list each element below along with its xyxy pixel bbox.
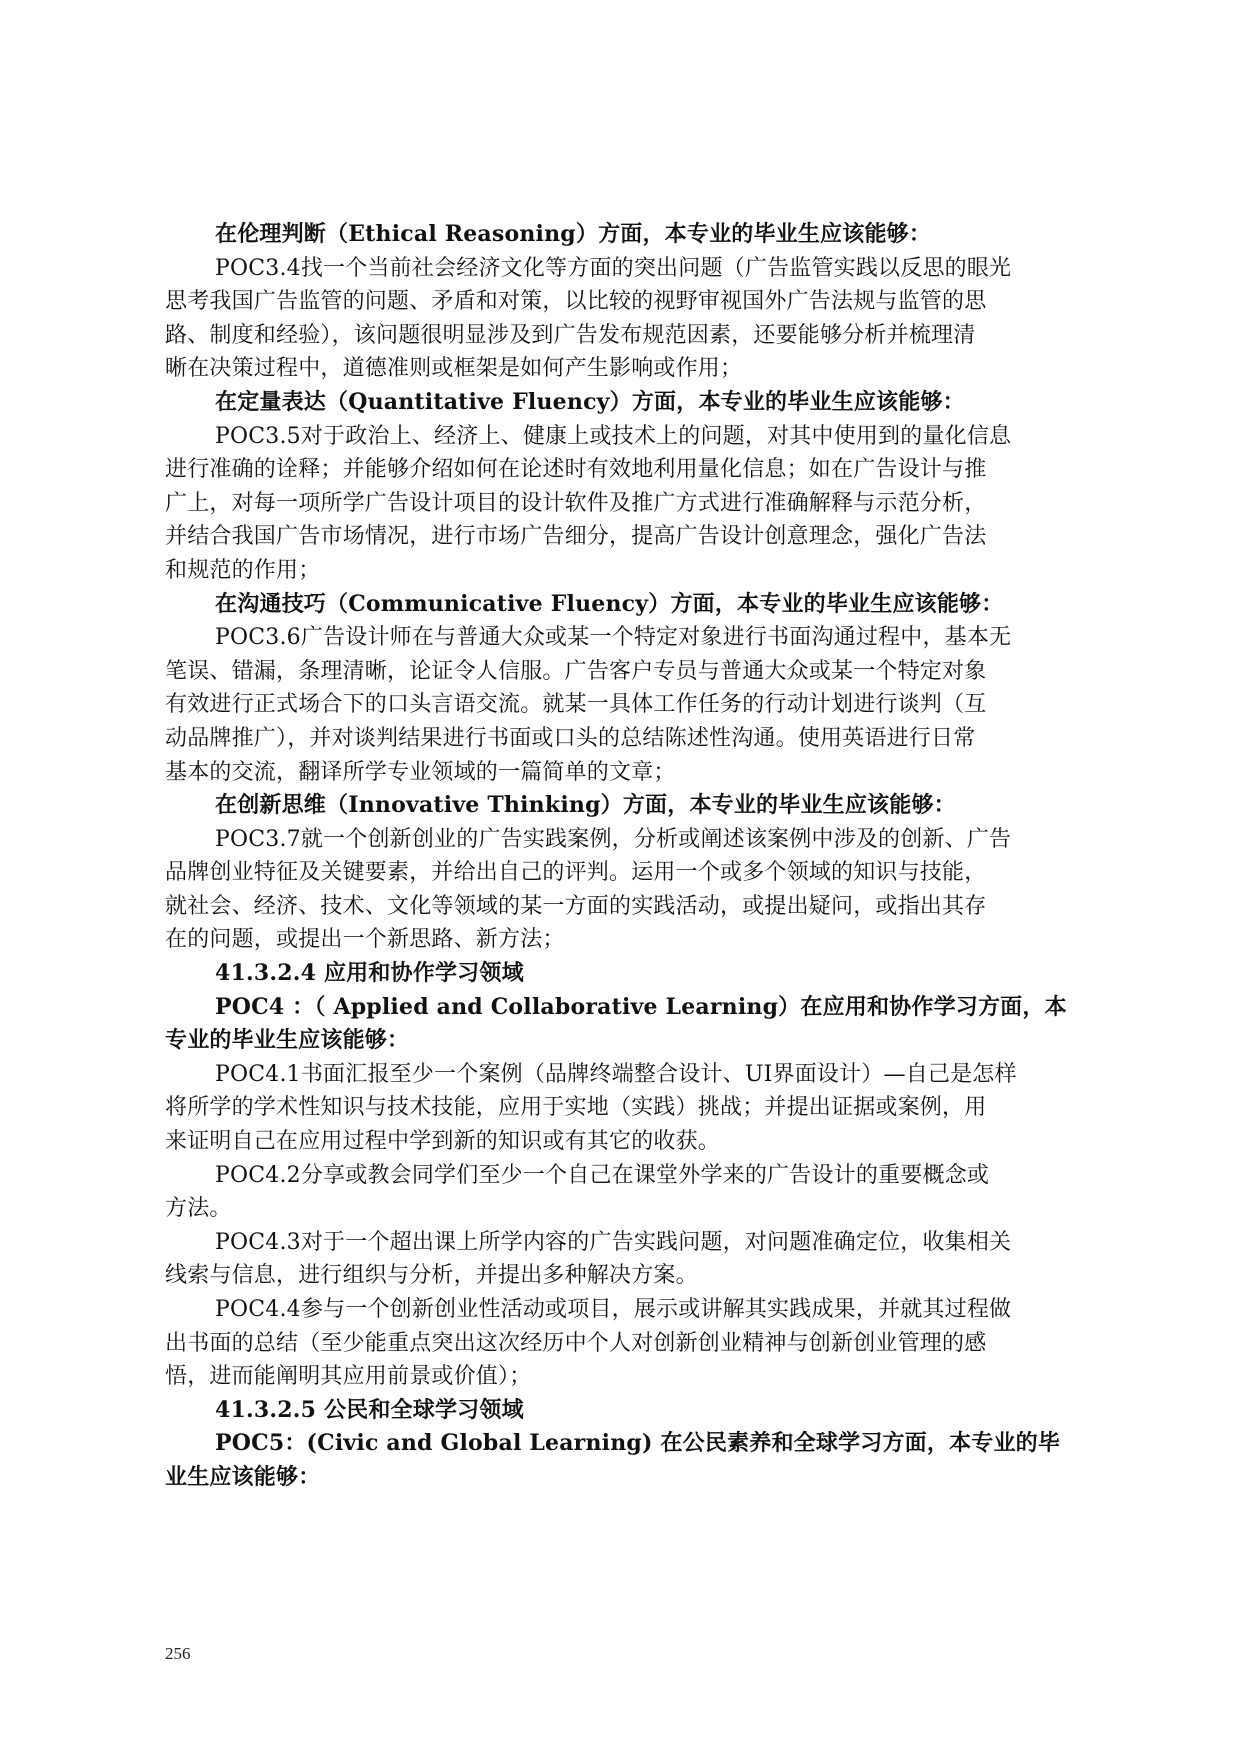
paragraph-line: 晰在决策过程中，道德准则或框架是如何产生影响或作用； [165, 356, 743, 382]
paragraph-line: 将所学的学术性知识与技术技能，应用于实地（实践）挑战；并提出证据或案例，用 [165, 1095, 987, 1121]
paragraph-line: 基本的交流，翻译所学专业领域的一篇简单的文章； [165, 759, 676, 785]
paragraph-line: 线索与信息，进行组织与分析，并提出多种解决方案。 [165, 1263, 698, 1289]
paragraph-line: POC4.3对于一个超出课上所学内容的广告实践问题，对问题准确定位，收集相关 [215, 1229, 1012, 1255]
paragraph-line: 进行准确的诠释；并能够介绍如何在论述时有效地利用量化信息；如在广告设计与推 [165, 457, 987, 483]
section-heading-line: 在伦理判断（Ethical Reasoning）方面，本专业的毕业生应该能够： [215, 221, 932, 247]
paragraph-line: POC4.2分享或教会同学们至少一个自己在课堂外学来的广告设计的重要概念或 [215, 1162, 990, 1188]
paragraph-line: 品牌创业特征及关键要素，并给出自己的评判。运用一个或多个领域的知识与技能， [165, 860, 987, 886]
paragraph-line: 广上，对每一项所学广告设计项目的设计软件及推广方式进行准确解释与示范分析， [165, 490, 987, 516]
paragraph-line: 和规范的作用； [165, 557, 321, 583]
section-heading-line: 业生应该能够： [165, 1463, 321, 1490]
paragraph-line: 思考我国广告监管的问题、矛盾和对策，以比较的视野审视国外广告法规与监管的思 [165, 289, 987, 315]
section-heading-line: 在定量表达（Quantitative Fluency）方面，本专业的毕业生应该能够： [215, 388, 965, 415]
paragraph-line: POC3.7就一个创新创业的广告实践案例，分析或阐述该案例中涉及的创新、广告 [215, 826, 1012, 852]
paragraph-line: 出书面的总结（至少能重点突出这次经历中个人对创新创业精神与创新创业管理的感 [165, 1330, 987, 1356]
section-heading-line: 专业的毕业生应该能够： [165, 1027, 410, 1054]
paragraph-line: POC3.6广告设计师在与普通大众或某一个特定对象进行书面沟通过程中，基本无 [215, 625, 1012, 651]
section-heading-line: 在沟通技巧（Communicative Fluency）方面，本专业的毕业生应该能够： [215, 590, 1004, 617]
paragraph-line: 动品牌推广），并对谈判结果进行书面或口头的总结陈述性沟通。使用英语进行日常 [165, 725, 976, 751]
document-lines [165, 218, 1080, 1495]
paragraph-line: 路、制度和经验），该问题很明显涉及到广告发布规范因素，还要能够分析并梳理清 [165, 322, 976, 348]
paragraph-line: POC4.1书面汇报至少一个案例（品牌终端整合设计、UI界面设计）—自己是怎样 [215, 1061, 1017, 1087]
paragraph-line: POC3.5对于政治上、经济上、健康上或技术上的问题，对其中使用到的量化信息 [215, 423, 1012, 449]
paragraph-line: 方法。 [165, 1196, 232, 1222]
page-number: 256 [165, 1644, 191, 1663]
paragraph-line: 有效进行正式场合下的口头言语交流。就某一具体工作任务的行动计划进行谈判（互 [165, 692, 987, 718]
section-heading-line: POC5：(Civic and Global Learning) 在公民素养和全球学习方面，本专业的毕 [215, 1430, 1061, 1457]
section-heading-line: 41.3.2.4 应用和协作学习领域 [215, 960, 524, 987]
paragraph-line: 来证明自己在应用过程中学到新的知识或有其它的收获。 [165, 1129, 721, 1155]
document-body [165, 218, 1080, 1495]
section-heading-line: 41.3.2.5 公民和全球学习领域 [215, 1396, 524, 1423]
paragraph-line: 悟，进而能阐明其应用前景或价值）； [165, 1364, 532, 1390]
paragraph-line: 并结合我国广告市场情况，进行市场广告细分，提高广告设计创意理念，强化广告法 [165, 524, 987, 550]
paragraph-line: 笔误、错漏，条理清晰，论证令人信服。广告客户专员与普通大众或某一个特定对象 [165, 658, 987, 684]
paragraph-line: POC3.4找一个当前社会经济文化等方面的突出问题（广告监管实践以反思的眼光 [215, 255, 1012, 281]
paragraph-line: POC4.4参与一个创新创业性活动或项目，展示或讲解其实践成果，并就其过程做 [215, 1297, 1012, 1322]
section-heading-line: 在创新思维（Innovative Thinking）方面，本专业的毕业生应该能够： [215, 792, 956, 819]
paragraph-line: 在的问题，或提出一个新思路、新方法； [165, 927, 565, 953]
section-heading-line: POC4 ：（ Applied and Collaborative Learning）在应用和协作学习方面，本 [215, 993, 1067, 1020]
paragraph-line: 就社会、经济、技术、文化等领域的某一方面的实践活动，或提出疑问，或指出其存 [165, 893, 987, 919]
